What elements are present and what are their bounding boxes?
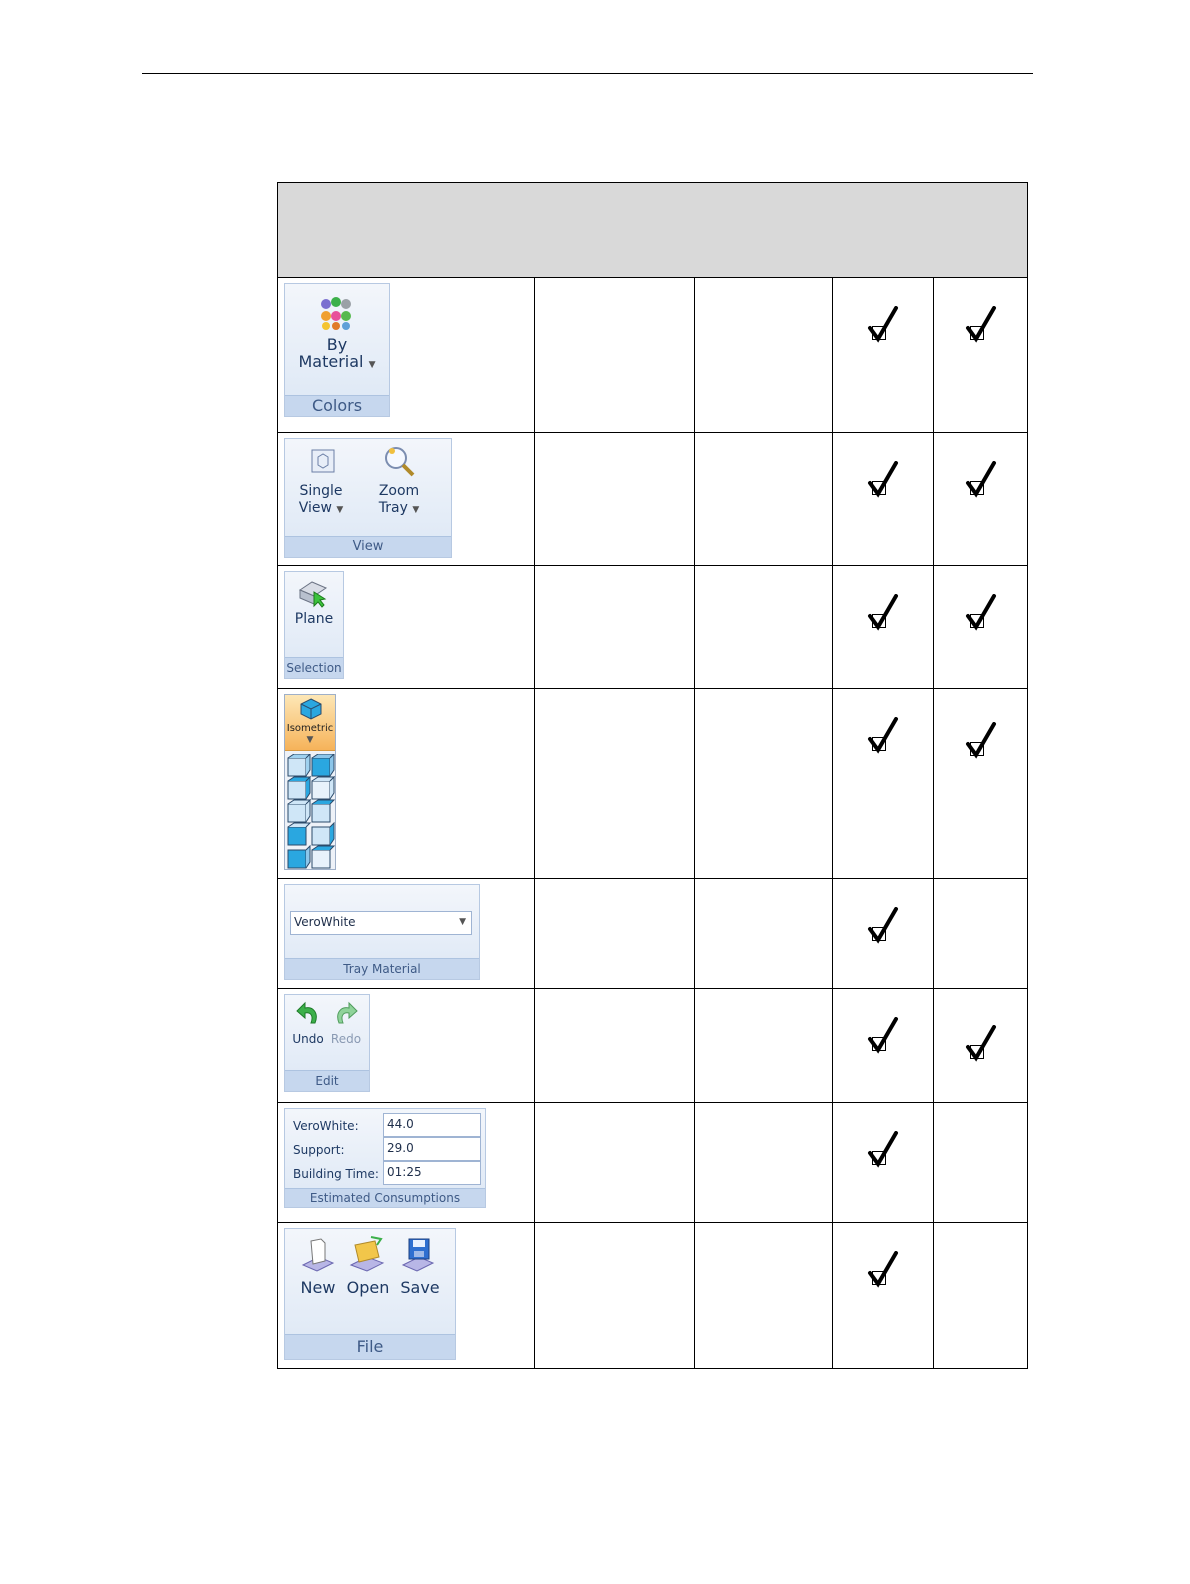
checkmark-icon (866, 907, 900, 945)
check-cell (934, 278, 1028, 433)
table-row (278, 689, 1028, 879)
table-cell (535, 566, 695, 689)
table-cell (695, 566, 833, 689)
table-cell (695, 1223, 833, 1369)
table-cell (695, 879, 833, 989)
checkmark-icon (866, 1251, 900, 1289)
undo-icon (295, 1001, 321, 1027)
new-button[interactable]: New (300, 1278, 336, 1297)
table-cell (535, 689, 695, 879)
checkmark-icon (964, 461, 998, 499)
group-label: Edit (285, 1070, 369, 1091)
checkmark-icon (964, 722, 998, 760)
check-cell (833, 879, 934, 989)
ribbon-cell (278, 278, 535, 433)
chevron-down-icon: ▼ (306, 735, 314, 745)
chevron-down-icon: ▼ (412, 505, 420, 515)
table-cell (535, 1103, 695, 1223)
feature-table (277, 182, 1028, 1369)
table-row (278, 566, 1028, 689)
table-row (278, 1223, 1028, 1369)
open-button[interactable]: Open (346, 1278, 390, 1297)
ribbon-cell (278, 1223, 535, 1369)
selection-panel (284, 571, 344, 679)
table-cell (535, 989, 695, 1103)
isometric-panel (284, 694, 336, 870)
check-cell (833, 278, 934, 433)
checkmark-icon (866, 717, 900, 755)
checkmark-icon (866, 306, 900, 344)
group-label: Colors (285, 395, 389, 416)
checkmark-icon (866, 1017, 900, 1055)
zoom-tray-button[interactable] (373, 483, 425, 519)
table-header-row (278, 183, 1028, 278)
table-cell (535, 879, 695, 989)
check-cell (934, 566, 1028, 689)
table-cell (535, 433, 695, 566)
table-header (278, 183, 1028, 278)
table-row (278, 1103, 1028, 1223)
ribbon-cell (278, 689, 535, 879)
field-label: Support: (293, 1143, 345, 1157)
button-label: Tray (378, 500, 408, 516)
field-label: VeroWhite: (293, 1119, 359, 1133)
checkmark-icon (964, 594, 998, 632)
checkmark-icon (866, 1131, 900, 1169)
group-label: Selection (285, 657, 343, 678)
redo-icon (333, 1001, 359, 1027)
new-file-icon (301, 1237, 335, 1273)
button-label: By (326, 335, 348, 354)
building-time-field[interactable]: 01:25 (383, 1161, 481, 1185)
undo-button[interactable]: Undo (292, 1032, 324, 1046)
button-label: Single (299, 483, 343, 499)
zoom-icon (383, 445, 417, 479)
table-row (278, 989, 1028, 1103)
single-view-button[interactable] (295, 483, 347, 519)
checkmark-icon (866, 461, 900, 499)
group-label: File (285, 1334, 455, 1359)
file-panel (284, 1228, 456, 1360)
table-row (278, 879, 1028, 989)
table-cell (695, 433, 833, 566)
tray-material-select[interactable] (290, 911, 472, 935)
check-cell (934, 989, 1028, 1103)
plane-button[interactable]: Plane (294, 611, 334, 627)
view-panel (284, 438, 452, 558)
cube-icon (300, 698, 322, 720)
group-label: View (285, 536, 451, 557)
ribbon-cell (278, 566, 535, 689)
group-label: Estimated Consumptions (285, 1188, 485, 1207)
save-icon (401, 1235, 435, 1273)
button-label: Zoom (378, 483, 420, 499)
header-rule (142, 73, 1033, 74)
button-label: Isometric (286, 723, 334, 734)
redo-button[interactable]: Redo (330, 1032, 362, 1046)
check-cell (833, 1103, 934, 1223)
tray-material-panel (284, 884, 480, 980)
checkmark-icon (866, 594, 900, 632)
table-cell (535, 278, 695, 433)
verowhite-field[interactable]: 44.0 (383, 1113, 481, 1137)
table-cell (695, 1103, 833, 1223)
consumptions-panel (284, 1108, 486, 1208)
single-view-icon (311, 449, 335, 473)
table-cell (695, 989, 833, 1103)
isometric-button[interactable] (285, 695, 335, 751)
table-row (278, 278, 1028, 433)
colors-icon (316, 294, 356, 330)
table-cell (695, 278, 833, 433)
chevron-down-icon: ▼ (368, 360, 376, 370)
plane-icon (298, 578, 328, 608)
edit-panel (284, 994, 370, 1092)
check-cell (934, 1223, 1028, 1369)
check-cell (833, 566, 934, 689)
save-button[interactable]: Save (400, 1278, 440, 1297)
checkmark-icon (964, 1025, 998, 1063)
table-row (278, 433, 1028, 566)
select-value: VeroWhite (294, 915, 356, 929)
support-field[interactable]: 29.0 (383, 1137, 481, 1161)
field-label: Building Time: (293, 1167, 379, 1181)
button-label: View (298, 500, 332, 516)
table-cell (695, 689, 833, 879)
check-cell (833, 989, 934, 1103)
colors-panel (284, 283, 390, 417)
check-cell (934, 879, 1028, 989)
check-cell (833, 1223, 934, 1369)
group-label: Tray Material (285, 958, 479, 979)
checkmark-icon (964, 306, 998, 344)
by-material-button[interactable] (285, 336, 389, 374)
ribbon-cell (278, 879, 535, 989)
check-cell (934, 1103, 1028, 1223)
chevron-down-icon: ▼ (459, 917, 466, 927)
check-cell (934, 689, 1028, 879)
check-cell (833, 433, 934, 566)
chevron-down-icon: ▼ (336, 505, 344, 515)
button-label: Material (298, 352, 364, 371)
ribbon-cell (278, 989, 535, 1103)
check-cell (833, 689, 934, 879)
ribbon-cell (278, 1103, 535, 1223)
open-folder-icon (349, 1235, 385, 1273)
ribbon-cell (278, 433, 535, 566)
table-cell (535, 1223, 695, 1369)
view-cube-gallery (286, 754, 336, 873)
check-cell (934, 433, 1028, 566)
